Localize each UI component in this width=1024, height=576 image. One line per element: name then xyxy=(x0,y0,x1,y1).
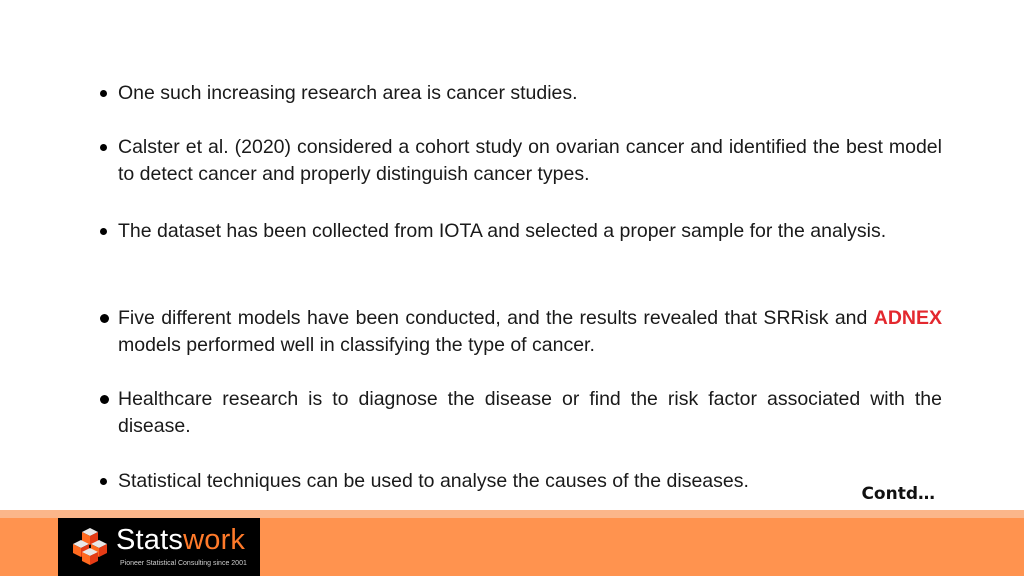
bullet-text: Healthcare research is to diagnose the disease or find the risk factor associated with the disease. xyxy=(118,388,942,437)
statswork-logo xyxy=(58,518,260,576)
logo-word-stats: Stats xyxy=(116,524,184,556)
footer-stripe xyxy=(0,510,1024,518)
bullet-item xyxy=(100,305,942,359)
bullet-text: One such increasing research area is cancer studies. xyxy=(118,82,578,104)
bullet-dot-icon xyxy=(100,478,107,485)
bullet-item xyxy=(100,386,942,440)
bullet-item xyxy=(100,134,942,188)
bullet-text: Calster et al. (2020) considered a cohort study on ovarian cancer and identified the best model to detect cancer and properly distinguish cancer types. xyxy=(118,136,942,185)
logo-wordmark xyxy=(116,523,245,557)
bullet-dot-icon xyxy=(100,144,107,151)
bullet-dot-icon xyxy=(100,314,109,323)
bullet-dot-icon xyxy=(100,395,109,404)
bullet-dot-icon xyxy=(100,90,107,97)
bullet-text: The dataset has been collected from IOTA and selected a proper sample for the analysis. xyxy=(118,220,887,242)
cubes-logo-icon xyxy=(68,526,112,568)
bullet-item xyxy=(100,218,942,245)
logo-tagline: Pioneer Statistical Consulting since 2001 xyxy=(120,560,247,567)
adnex-highlight: ADNEX xyxy=(873,307,942,329)
bullet-item xyxy=(100,468,942,495)
bullet-text xyxy=(118,305,942,359)
logo-word-work: work xyxy=(183,524,246,556)
bullet-text: Statistical techniques can be used to analyse the causes of the diseases. xyxy=(118,470,749,492)
contd-label: Contd… xyxy=(861,484,935,504)
bullet-text-part: Five different models have been conducted, and the results revealed that SRRisk and xyxy=(118,307,874,329)
bullet-dot-icon xyxy=(100,228,107,235)
bullet-text-part: models performed well in classifying the type of cancer. xyxy=(118,334,595,356)
bullet-item xyxy=(100,80,942,107)
